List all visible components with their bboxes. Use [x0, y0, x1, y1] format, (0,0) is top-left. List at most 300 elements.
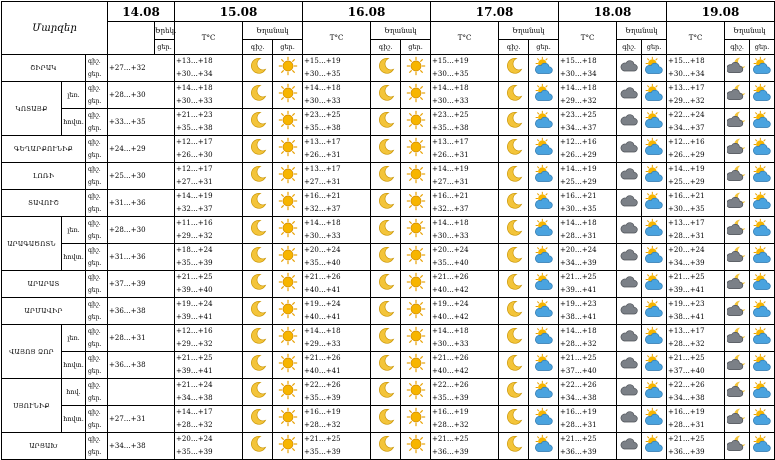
- sun-cloud-icon: [642, 55, 667, 82]
- sun-icon: [401, 55, 431, 82]
- sun-cloud-icon: [529, 109, 559, 136]
- region-name: ԿՈՏԱՅՔ: [2, 82, 62, 136]
- temp-range: +12…+17 +27…+31: [175, 163, 243, 190]
- temp-range: +12…+16 +26…+29: [559, 136, 617, 163]
- sun-cloud-icon: [642, 406, 667, 433]
- sun-icon: [273, 271, 303, 298]
- moon-icon: [499, 433, 529, 460]
- cloud-icon: [617, 325, 642, 352]
- sun-icon: [273, 244, 303, 271]
- day-header: ցեր.: [401, 40, 431, 55]
- sun-cloud-icon: [529, 136, 559, 163]
- temp-range: +22…+26 +35…+39: [431, 379, 499, 406]
- sun-icon: [401, 298, 431, 325]
- temp-range: +13…+17 +29…+32: [667, 82, 725, 109]
- temp-range: +21…+23 +35…+38: [175, 109, 243, 136]
- moon-icon: [243, 163, 273, 190]
- sun-icon: [401, 217, 431, 244]
- sun-cloud-icon: [529, 406, 559, 433]
- sun-cloud-icon: [750, 352, 775, 379]
- day-night-label: գիշ. ցեր.: [86, 109, 108, 136]
- yesterday-header: Երեկ.: [155, 22, 175, 40]
- temp-range: +13…+18 +30…+34: [175, 55, 243, 82]
- moon-icon: [243, 352, 273, 379]
- cloud-icon: [617, 217, 642, 244]
- yesterday-temp: +24…+29: [108, 136, 175, 163]
- sun-cloud-icon: [529, 352, 559, 379]
- temp-range: +21…+25 +39…+41: [559, 271, 617, 298]
- sun-icon: [401, 82, 431, 109]
- temp-range: +14…+18 +29…+32: [559, 82, 617, 109]
- temp-range: +22…+26 +34…+38: [559, 379, 617, 406]
- moon-icon: [243, 217, 273, 244]
- sun-cloud-icon: [529, 217, 559, 244]
- sun-cloud-icon: [642, 190, 667, 217]
- temp-range: +20…+24 +34…+39: [559, 244, 617, 271]
- moon-icon: [499, 109, 529, 136]
- moon-cloud-icon: [725, 244, 750, 271]
- sun-icon: [273, 82, 303, 109]
- day-header: ցեր.: [273, 40, 303, 55]
- night-header: գիշ.: [371, 40, 401, 55]
- temp-range: +20…+24 +34…+39: [667, 244, 725, 271]
- temp-range: +15…+19 +30…+35: [303, 55, 371, 82]
- yesterday-temp: +33…+35: [108, 109, 175, 136]
- moon-cloud-icon: [725, 406, 750, 433]
- region-name: ՍՅՈՒՆԻՔ: [2, 379, 62, 433]
- moon-icon: [243, 190, 273, 217]
- table-row: [2, 271, 775, 298]
- temp-range: +23…+25 +35…+38: [431, 109, 499, 136]
- temp-range: +14…+18 +30…+33: [431, 82, 499, 109]
- moon-icon: [499, 271, 529, 298]
- temp-range: +13…+17 +26…+31: [431, 136, 499, 163]
- day-night-label: գիշ. ցեր.: [86, 82, 108, 109]
- day-night-label: գիշ. ցեր.: [86, 271, 108, 298]
- sun-cloud-icon: [529, 163, 559, 190]
- date-header: 15.08: [175, 2, 303, 22]
- day-night-label: գիշ. ցեր.: [86, 352, 108, 379]
- temp-header: T°C: [303, 22, 371, 55]
- day-night-label: գիշ. ցեր.: [86, 433, 108, 460]
- subregion-label: հովտ.: [62, 244, 86, 271]
- temp-range: +20…+24 +35…+39: [175, 433, 243, 460]
- table-row: [2, 217, 775, 244]
- moon-cloud-icon: [725, 298, 750, 325]
- table-row: [2, 244, 775, 271]
- yesterday-temp: +27…+31: [108, 406, 175, 433]
- temp-range: +16…+19 +28…+32: [431, 406, 499, 433]
- sun-icon: [401, 271, 431, 298]
- day-night-label: գիշ. ցեր.: [86, 136, 108, 163]
- temp-range: +21…+26 +40…+42: [431, 271, 499, 298]
- temp-range: +16…+21 +30…+35: [667, 190, 725, 217]
- night-header: գիշ.: [617, 40, 642, 55]
- day-night-label: գիշ. ցեր.: [86, 190, 108, 217]
- weather-header: Եղանակ: [371, 22, 431, 40]
- moon-icon: [499, 352, 529, 379]
- regions-header: Մարզեր: [2, 2, 108, 55]
- table-row: [2, 379, 775, 406]
- sun-cloud-icon: [529, 433, 559, 460]
- moon-cloud-icon: [725, 136, 750, 163]
- moon-cloud-icon: [725, 190, 750, 217]
- cloud-icon: [617, 271, 642, 298]
- moon-icon: [499, 325, 529, 352]
- date-header: 18.08: [559, 2, 667, 22]
- moon-icon: [499, 244, 529, 271]
- moon-icon: [371, 433, 401, 460]
- date-header: 19.08: [667, 2, 775, 22]
- moon-icon: [499, 298, 529, 325]
- sun-cloud-icon: [750, 82, 775, 109]
- sun-cloud-icon: [750, 163, 775, 190]
- day-header: ցեր.: [642, 40, 667, 55]
- night-header: գիշ.: [499, 40, 529, 55]
- cloud-icon: [617, 136, 642, 163]
- sun-icon: [273, 352, 303, 379]
- table-row: [2, 298, 775, 325]
- temp-range: +14…+18 +29…+33: [303, 325, 371, 352]
- moon-icon: [371, 352, 401, 379]
- moon-cloud-icon: [725, 55, 750, 82]
- sun-cloud-icon: [642, 352, 667, 379]
- table-row: [2, 109, 775, 136]
- subregion-label: լեռ.: [62, 325, 86, 352]
- temp-range: +21…+25 +39…+40: [175, 271, 243, 298]
- temp-range: +21…+26 +40…+41: [303, 271, 371, 298]
- sun-cloud-icon: [529, 271, 559, 298]
- moon-icon: [499, 379, 529, 406]
- temp-range: +14…+17 +28…+32: [175, 406, 243, 433]
- yesterday-temp: +31…+36: [108, 190, 175, 217]
- sun-icon: [401, 109, 431, 136]
- day-night-label: գիշ. ցեր.: [86, 163, 108, 190]
- weather-header: Եղանակ: [617, 22, 667, 40]
- temp-range: +18…+24 +35…+39: [175, 244, 243, 271]
- moon-icon: [371, 82, 401, 109]
- yesterday-temp: +28…+31: [108, 325, 175, 352]
- yesterday-temp: +27…+32: [108, 55, 175, 82]
- temp-range: +14…+18 +30…+33: [303, 217, 371, 244]
- moon-icon: [371, 379, 401, 406]
- cloud-icon: [617, 298, 642, 325]
- temp-range: +13…+17 +28…+31: [667, 217, 725, 244]
- moon-icon: [243, 271, 273, 298]
- yesterday-temp: +36…+38: [108, 298, 175, 325]
- subregion-label: հովտ.: [62, 352, 86, 379]
- sun-cloud-icon: [750, 55, 775, 82]
- temp-range: +21…+25 +36…+39: [559, 433, 617, 460]
- sun-cloud-icon: [529, 298, 559, 325]
- sun-cloud-icon: [750, 190, 775, 217]
- day-night-label: գիշ. ցեր.: [86, 379, 108, 406]
- temp-range: +21…+26 +40…+41: [303, 352, 371, 379]
- moon-icon: [371, 406, 401, 433]
- moon-icon: [371, 136, 401, 163]
- moon-icon: [371, 244, 401, 271]
- sun-cloud-icon: [750, 244, 775, 271]
- moon-cloud-icon: [725, 433, 750, 460]
- sun-icon: [273, 109, 303, 136]
- moon-icon: [499, 82, 529, 109]
- sun-cloud-icon: [529, 190, 559, 217]
- moon-icon: [499, 190, 529, 217]
- yesterday-temp: +28…+30: [108, 217, 175, 244]
- sun-icon: [273, 55, 303, 82]
- cloud-icon: [617, 406, 642, 433]
- temp-range: +14…+18 +28…+31: [559, 217, 617, 244]
- sun-icon: [401, 406, 431, 433]
- day-night-label: գիշ. ցեր.: [86, 244, 108, 271]
- forecast-body: [2, 55, 775, 460]
- temp-range: +21…+25 +37…+40: [667, 352, 725, 379]
- temp-range: +22…+24 +34…+37: [667, 109, 725, 136]
- moon-cloud-icon: [725, 271, 750, 298]
- temp-range: +22…+26 +34…+38: [667, 379, 725, 406]
- sun-cloud-icon: [750, 109, 775, 136]
- sun-icon: [401, 433, 431, 460]
- temp-range: +16…+21 +30…+35: [559, 190, 617, 217]
- temp-range: +19…+24 +39…+41: [175, 298, 243, 325]
- temp-range: +15…+18 +30…+34: [667, 55, 725, 82]
- subregion-label: հովտ.: [62, 406, 86, 433]
- moon-icon: [499, 217, 529, 244]
- moon-icon: [371, 55, 401, 82]
- yesterday-temp: +31…+36: [108, 244, 175, 271]
- subregion-label: լեռ.: [62, 82, 86, 109]
- day-night-label: գիշ. ցեր.: [86, 325, 108, 352]
- day-night-label: գիշ. ցեր.: [86, 217, 108, 244]
- yesterday-temp: +37…+39: [108, 271, 175, 298]
- temp-range: +15…+19 +30…+35: [431, 55, 499, 82]
- table-row: [2, 55, 775, 82]
- temp-range: +13…+17 +28…+32: [667, 325, 725, 352]
- sun-icon: [273, 136, 303, 163]
- sun-icon: [273, 406, 303, 433]
- moon-icon: [371, 298, 401, 325]
- sun-cloud-icon: [529, 82, 559, 109]
- cloud-icon: [617, 190, 642, 217]
- yesterday-temp: +25…+30: [108, 163, 175, 190]
- temp-range: +14…+19 +32…+37: [175, 190, 243, 217]
- temp-range: +23…+25 +34…+37: [559, 109, 617, 136]
- cloud-icon: [617, 433, 642, 460]
- yesterday-temp: +34…+38: [108, 433, 175, 460]
- sun-cloud-icon: [642, 298, 667, 325]
- temp-range: +12…+17 +26…+30: [175, 136, 243, 163]
- temp-range: +20…+24 +35…+40: [431, 244, 499, 271]
- sun-icon: [273, 433, 303, 460]
- temp-range: +12…+16 +26…+29: [667, 136, 725, 163]
- table-row: [2, 352, 775, 379]
- temp-range: +21…+25 +37…+40: [559, 352, 617, 379]
- sun-icon: [401, 244, 431, 271]
- moon-icon: [371, 163, 401, 190]
- day-night-label: գիշ. ցեր.: [86, 55, 108, 82]
- sun-cloud-icon: [750, 433, 775, 460]
- moon-icon: [243, 433, 273, 460]
- sun-cloud-icon: [750, 406, 775, 433]
- temp-range: +23…+25 +35…+38: [303, 109, 371, 136]
- sun-icon: [401, 352, 431, 379]
- temp-range: +21…+26 +40…+42: [431, 352, 499, 379]
- moon-icon: [371, 271, 401, 298]
- temp-range: +14…+18 +28…+32: [559, 325, 617, 352]
- moon-cloud-icon: [725, 163, 750, 190]
- yesterday-temp: +28…+30: [108, 82, 175, 109]
- table-row: [2, 433, 775, 460]
- temp-header: T°C: [559, 22, 617, 55]
- moon-cloud-icon: [725, 379, 750, 406]
- moon-icon: [499, 136, 529, 163]
- cloud-icon: [617, 55, 642, 82]
- sun-icon: [273, 163, 303, 190]
- region-name: ՏԱՎՈՒՇ: [2, 190, 86, 217]
- temp-header: T°C: [431, 22, 499, 55]
- moon-icon: [499, 55, 529, 82]
- date-header: 14.08: [108, 2, 175, 22]
- sun-cloud-icon: [642, 217, 667, 244]
- sun-cloud-icon: [529, 325, 559, 352]
- day-night-label: գիշ. ցեր.: [86, 298, 108, 325]
- temp-range: +11…+16 +29…+32: [175, 217, 243, 244]
- moon-icon: [371, 190, 401, 217]
- temp-range: +14…+18 +30…+33: [175, 82, 243, 109]
- cloud-icon: [617, 244, 642, 271]
- sun-cloud-icon: [750, 298, 775, 325]
- cloud-icon: [617, 109, 642, 136]
- table-row: [2, 406, 775, 433]
- cloud-icon: [617, 379, 642, 406]
- temp-range: +16…+21 +32…+37: [303, 190, 371, 217]
- day-header: ցեր.: [155, 40, 175, 55]
- sun-icon: [401, 325, 431, 352]
- moon-icon: [243, 298, 273, 325]
- moon-icon: [243, 136, 273, 163]
- day-night-label: գիշ. ցեր.: [86, 406, 108, 433]
- moon-icon: [499, 163, 529, 190]
- temp-range: +21…+25 +36…+39: [667, 433, 725, 460]
- sun-cloud-icon: [750, 136, 775, 163]
- temp-range: +12…+16 +29…+32: [175, 325, 243, 352]
- moon-cloud-icon: [725, 109, 750, 136]
- subregion-label: հով.: [62, 379, 86, 406]
- moon-icon: [371, 109, 401, 136]
- sun-cloud-icon: [642, 163, 667, 190]
- sun-cloud-icon: [750, 271, 775, 298]
- subregion-label: լեռ.: [62, 217, 86, 244]
- region-name: ԱՐԱՐԱՏ: [2, 271, 86, 298]
- moon-icon: [243, 406, 273, 433]
- region-name: ԱՐՑԱԽ: [2, 433, 86, 460]
- temp-range: +15…+18 +30…+34: [559, 55, 617, 82]
- temp-range: +20…+24 +35…+40: [303, 244, 371, 271]
- region-name: ԼՈՌԻ: [2, 163, 86, 190]
- sun-icon: [273, 217, 303, 244]
- moon-icon: [243, 379, 273, 406]
- sun-cloud-icon: [529, 55, 559, 82]
- temp-range: +16…+21 +32…+37: [431, 190, 499, 217]
- temp-range: +21…+24 +34…+38: [175, 379, 243, 406]
- region-name: ԱՐԱԳԱԾՈՏՆ: [2, 217, 62, 271]
- sun-icon: [273, 379, 303, 406]
- sun-icon: [401, 190, 431, 217]
- temp-range: +21…+25 +39…+41: [175, 352, 243, 379]
- moon-icon: [243, 109, 273, 136]
- cloud-icon: [617, 82, 642, 109]
- sun-icon: [273, 190, 303, 217]
- moon-icon: [371, 217, 401, 244]
- sun-cloud-icon: [642, 379, 667, 406]
- temp-range: +19…+24 +40…+42: [431, 298, 499, 325]
- temp-range: +14…+19 +27…+31: [431, 163, 499, 190]
- temp-range: +14…+19 +25…+29: [667, 163, 725, 190]
- sun-icon: [401, 136, 431, 163]
- sun-icon: [401, 379, 431, 406]
- temp-header: [108, 22, 155, 55]
- sun-cloud-icon: [642, 244, 667, 271]
- sun-cloud-icon: [642, 109, 667, 136]
- temp-header: T°C: [175, 22, 243, 55]
- temp-range: +19…+23 +38…+41: [559, 298, 617, 325]
- region-name: ՎԱՅՈՑ ՁՈՐ: [2, 325, 62, 379]
- moon-icon: [243, 55, 273, 82]
- weather-header: Եղանակ: [243, 22, 303, 40]
- moon-cloud-icon: [725, 325, 750, 352]
- sun-cloud-icon: [642, 325, 667, 352]
- temp-range: +19…+24 +40…+41: [303, 298, 371, 325]
- table-row: [2, 190, 775, 217]
- temp-range: +21…+25 +36…+39: [431, 433, 499, 460]
- weather-header: Եղանակ: [499, 22, 559, 40]
- yesterday-temp: [108, 379, 175, 406]
- moon-cloud-icon: [725, 82, 750, 109]
- table-row: [2, 136, 775, 163]
- temp-range: +14…+18 +30…+33: [431, 325, 499, 352]
- moon-icon: [499, 406, 529, 433]
- sun-cloud-icon: [642, 136, 667, 163]
- date-header: 16.08: [303, 2, 431, 22]
- sun-cloud-icon: [529, 379, 559, 406]
- sun-cloud-icon: [642, 82, 667, 109]
- sun-cloud-icon: [750, 325, 775, 352]
- cloud-icon: [617, 163, 642, 190]
- temp-range: +13…+17 +26…+31: [303, 136, 371, 163]
- sun-cloud-icon: [642, 271, 667, 298]
- temp-range: +21…+25 +35…+39: [303, 433, 371, 460]
- sun-icon: [273, 298, 303, 325]
- sun-cloud-icon: [529, 244, 559, 271]
- table-row: [2, 82, 775, 109]
- region-name: ԳԵՂԱՐՔՈՒՆԻՔ: [2, 136, 86, 163]
- sun-cloud-icon: [750, 379, 775, 406]
- temp-range: +16…+19 +28…+31: [667, 406, 725, 433]
- temp-range: +16…+19 +28…+31: [559, 406, 617, 433]
- temp-range: +16…+19 +28…+32: [303, 406, 371, 433]
- night-header: գիշ.: [725, 40, 750, 55]
- moon-cloud-icon: [725, 217, 750, 244]
- moon-icon: [243, 244, 273, 271]
- temp-range: +21…+25 +39…+41: [667, 271, 725, 298]
- moon-icon: [243, 325, 273, 352]
- region-name: ԱՐՄԱՎԻՐ: [2, 298, 86, 325]
- sun-cloud-icon: [642, 433, 667, 460]
- table-row: [2, 163, 775, 190]
- weather-header: Եղանակ: [725, 22, 775, 40]
- day-header: ցեր.: [750, 40, 775, 55]
- moon-icon: [371, 325, 401, 352]
